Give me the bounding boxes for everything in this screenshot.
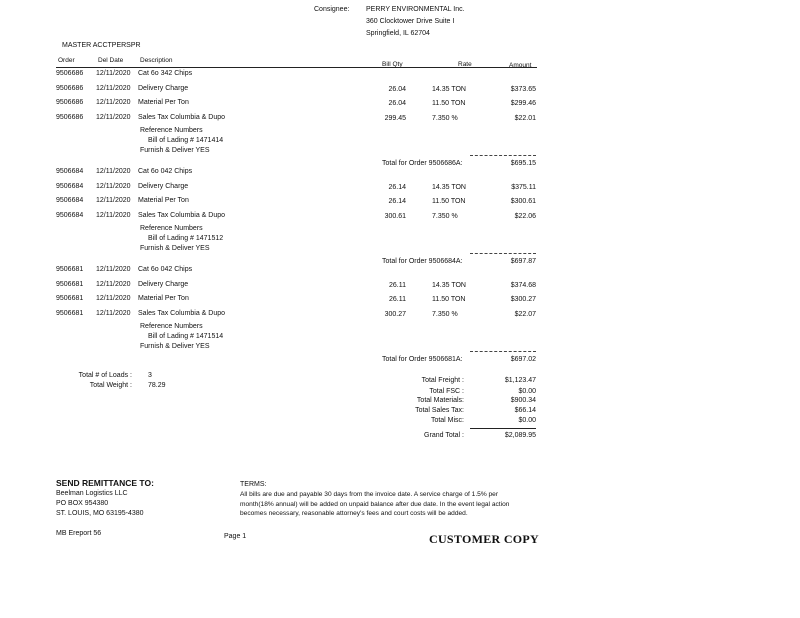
remit-line-3: ST. LOUIS, MO 63195-4380 bbox=[56, 510, 144, 517]
order-number: 9506686 bbox=[56, 70, 84, 77]
terms-title: TERMS: bbox=[240, 481, 267, 488]
delivery-date: 12/11/2020 bbox=[96, 266, 131, 273]
column-order: Order bbox=[58, 57, 75, 64]
amount: $22.01 bbox=[514, 114, 536, 122]
bill-qty: 26.14 bbox=[388, 183, 406, 191]
header-rule bbox=[56, 67, 537, 68]
order-number: 9506681 bbox=[56, 280, 84, 288]
consignee-address-2: Springfield, IL 62704 bbox=[366, 30, 430, 37]
summary-value: $66.14 bbox=[514, 407, 536, 414]
amount: $375.11 bbox=[511, 183, 536, 191]
customer-copy-label: CUSTOMER COPY bbox=[429, 532, 540, 546]
rate: 7.350 % bbox=[432, 310, 458, 318]
rate: 7.350 % bbox=[432, 212, 458, 220]
delivery-date: 12/11/2020 bbox=[96, 99, 131, 106]
order-number: 9506684 bbox=[56, 197, 84, 204]
grand-total-value: $2,089.95 bbox=[504, 432, 536, 439]
line-description: Sales Tax Columbia & Dupo bbox=[138, 211, 226, 219]
line-description: Material Per Ton bbox=[138, 99, 189, 106]
rate: 11.50 TON bbox=[432, 296, 466, 303]
amount: $300.27 bbox=[510, 296, 536, 303]
delivery-date: 12/11/2020 bbox=[96, 84, 131, 92]
delivery-date: 12/11/2020 bbox=[96, 113, 131, 121]
reference-numbers-title: Reference Numbers bbox=[140, 323, 203, 330]
bill-qty: 300.27 bbox=[384, 310, 406, 318]
order-total-value: $695.15 bbox=[510, 160, 536, 167]
delivery-date: 12/11/2020 bbox=[96, 211, 131, 219]
consignee-name: PERRY ENVIRONMENTAL Inc. bbox=[366, 6, 465, 13]
summary-value: $900.34 bbox=[510, 397, 536, 404]
column-del-date: Del Date bbox=[98, 57, 124, 64]
reference-numbers-title: Reference Numbers bbox=[140, 225, 203, 232]
order-total-rule bbox=[470, 155, 536, 156]
amount: $373.65 bbox=[510, 85, 536, 93]
order-number: 9506686 bbox=[56, 99, 84, 106]
order-total-value: $697.02 bbox=[510, 356, 536, 363]
terms-line-2: month(18% annual) will be added on unpaid balance after due date. In the event legal action bbox=[240, 501, 510, 508]
order-number: 9506684 bbox=[56, 211, 84, 219]
order-total-rule bbox=[470, 253, 536, 254]
order-number: 9506684 bbox=[56, 182, 84, 190]
delivery-date: 12/11/2020 bbox=[96, 168, 131, 175]
remit-title: SEND REMITTANCE TO: bbox=[56, 478, 154, 488]
bill-qty: 26.04 bbox=[388, 85, 406, 93]
terms-line-3: becomes necessary, reasonable attorney's fees and court costs will be added. bbox=[240, 510, 468, 517]
column-description: Description bbox=[140, 57, 173, 64]
furnish-deliver: Furnish & Deliver YES bbox=[140, 147, 210, 154]
bill-qty: 26.11 bbox=[389, 281, 406, 289]
consignee-label: Consignee: bbox=[314, 6, 350, 13]
rate: 11.50 TON bbox=[432, 198, 466, 205]
bill-qty: 299.45 bbox=[384, 114, 406, 122]
line-description: Sales Tax Columbia & Dupo bbox=[138, 113, 226, 121]
delivery-date: 12/11/2020 bbox=[96, 197, 131, 204]
line-description: Delivery Charge bbox=[138, 280, 189, 288]
line-description: Cat 6o 042 Chips bbox=[138, 168, 193, 175]
summary-label: Total Freight : bbox=[421, 377, 464, 384]
summary-value: $0.00 bbox=[518, 417, 536, 424]
column-rate: Rate bbox=[458, 61, 472, 68]
furnish-deliver: Furnish & Deliver YES bbox=[140, 343, 210, 350]
delivery-date: 12/11/2020 bbox=[96, 295, 131, 302]
delivery-date: 12/11/2020 bbox=[96, 70, 131, 77]
report-id: MB Ereport 56 bbox=[56, 530, 102, 537]
summary-label: Total Materials: bbox=[416, 397, 464, 404]
line-description: Delivery Charge bbox=[138, 182, 189, 190]
line-description: Sales Tax Columbia & Dupo bbox=[138, 309, 226, 317]
order-number: 9506681 bbox=[56, 266, 84, 273]
line-description: Delivery Charge bbox=[138, 84, 189, 92]
summary-value: $0.00 bbox=[518, 388, 536, 395]
bill-of-lading: Bill of Lading # 1471512 bbox=[148, 235, 224, 242]
grand-total-label: Grand Total : bbox=[424, 432, 464, 439]
grand-total-rule bbox=[470, 428, 536, 429]
total-loads-label: Total # of Loads : bbox=[78, 372, 132, 379]
total-loads-value: 3 bbox=[148, 372, 152, 379]
total-weight-label: Total Weight : bbox=[89, 382, 132, 389]
order-total-rule bbox=[470, 351, 536, 352]
amount: $22.07 bbox=[514, 310, 536, 318]
summary-label: Total Misc: bbox=[430, 417, 464, 424]
order-number: 9506686 bbox=[56, 84, 84, 92]
rate: 11.50 TON bbox=[432, 100, 466, 107]
rate: 14.35 TON bbox=[432, 183, 466, 191]
order-number: 9506681 bbox=[56, 295, 84, 302]
furnish-deliver: Furnish & Deliver YES bbox=[140, 245, 210, 252]
bill-qty: 300.61 bbox=[384, 212, 406, 220]
line-description: Material Per Ton bbox=[138, 197, 189, 204]
amount: $299.46 bbox=[510, 100, 536, 107]
summary-label: Total Sales Tax: bbox=[415, 407, 464, 414]
bill-qty: 26.11 bbox=[389, 296, 406, 303]
reference-numbers-title: Reference Numbers bbox=[140, 127, 203, 134]
order-total-label: Total for Order 9506686A: bbox=[382, 160, 463, 167]
rate: 7.350 % bbox=[432, 114, 458, 122]
delivery-date: 12/11/2020 bbox=[96, 280, 131, 288]
amount: $300.61 bbox=[510, 198, 536, 205]
page-number: Page 1 bbox=[224, 533, 247, 540]
master-account-label: MASTER ACCTPERSPR bbox=[62, 42, 141, 49]
summary-label: Total FSC : bbox=[429, 388, 464, 395]
line-description: Material Per Ton bbox=[138, 295, 189, 302]
rate: 14.35 TON bbox=[432, 85, 466, 93]
amount: $22.06 bbox=[514, 212, 536, 220]
order-total-label: Total for Order 9506684A: bbox=[382, 258, 463, 265]
column-amount: Amount bbox=[509, 62, 532, 69]
summary-value: $1,123.47 bbox=[504, 377, 536, 384]
bill-of-lading: Bill of Lading # 1471514 bbox=[148, 333, 224, 340]
amount: $374.68 bbox=[510, 281, 536, 289]
order-number: 9506686 bbox=[56, 113, 84, 121]
column-bill-qty: Bill Qty bbox=[382, 61, 403, 68]
total-weight-value: 78.29 bbox=[148, 382, 166, 389]
remit-line-2: PO BOX 954380 bbox=[56, 500, 109, 507]
consignee-address-1: 360 Clocktower Drive Suite I bbox=[366, 18, 455, 25]
bill-of-lading: Bill of Lading # 1471414 bbox=[148, 137, 224, 144]
order-total-label: Total for Order 9506681A: bbox=[382, 356, 463, 363]
delivery-date: 12/11/2020 bbox=[96, 309, 131, 317]
order-number: 9506681 bbox=[56, 309, 84, 317]
terms-line-1: All bills are due and payable 30 days from the invoice date. A service charge of 1.5% per bbox=[240, 491, 499, 498]
bill-qty: 26.14 bbox=[388, 198, 406, 205]
line-description: Cat 6o 342 Chips bbox=[138, 70, 193, 77]
order-number: 9506684 bbox=[56, 168, 84, 175]
rate: 14.35 TON bbox=[432, 281, 466, 289]
delivery-date: 12/11/2020 bbox=[96, 182, 131, 190]
line-description: Cat 6o 042 Chips bbox=[138, 266, 193, 273]
remit-line-1: Beelman Logistics LLC bbox=[56, 490, 128, 497]
bill-qty: 26.04 bbox=[388, 100, 406, 107]
order-total-value: $697.87 bbox=[510, 258, 536, 265]
